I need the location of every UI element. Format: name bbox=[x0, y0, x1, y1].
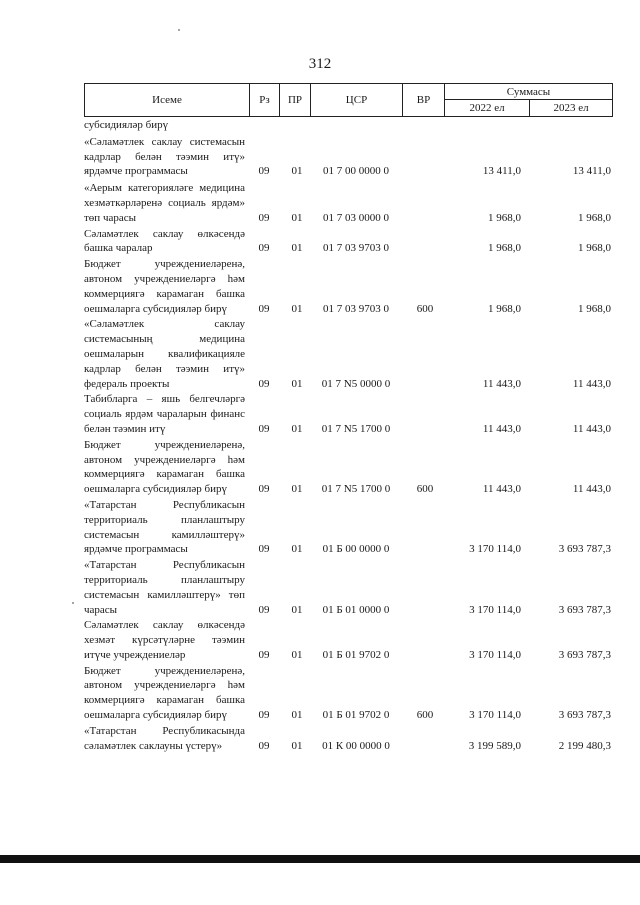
table-row bbox=[84, 618, 613, 662]
row-sum-2022: 3 170 114,0 bbox=[469, 648, 521, 661]
table-row bbox=[84, 558, 613, 617]
table-row bbox=[84, 227, 613, 257]
table-row bbox=[84, 257, 613, 316]
row-name: Табибларга – яшь белгечләргә социаль ярдәм чараларын финанс белән тәэмин итү bbox=[84, 393, 245, 435]
row-pr: 01 bbox=[291, 709, 303, 722]
scan-edge-bar bbox=[0, 855, 640, 863]
row-pr: 01 bbox=[291, 603, 303, 616]
header-2023: 2023 ел bbox=[529, 99, 613, 117]
row-sum-2022: 3 170 114,0 bbox=[469, 709, 521, 722]
row-name: «Татарстан Республикасын территориаль планлаштыру системасын камилләштерү» төп чарасы bbox=[84, 559, 245, 616]
row-sum-2023: 2 199 480,3 bbox=[558, 739, 611, 752]
header-vr: ВР bbox=[402, 83, 445, 117]
row-rz: 09 bbox=[258, 543, 270, 556]
row-sum-2023: 3 693 787,3 bbox=[558, 603, 611, 616]
row-csr: 01 Б 01 9702 0 bbox=[322, 648, 390, 661]
header-name: Исеме bbox=[84, 83, 250, 117]
row-csr: 01 7 00 0000 0 bbox=[323, 165, 389, 178]
row-name: Сәламәтлек саклау өлкәсендә башка чаралар bbox=[84, 227, 245, 255]
row-vr: 600 bbox=[416, 483, 434, 496]
header-rz: Рз bbox=[249, 83, 280, 117]
row-name: «Сәламәтлек саклау системасын кадрлар белән тәэмин итү» ярдәмче программасы bbox=[84, 135, 245, 178]
scan-speck bbox=[72, 602, 74, 604]
row-sum-2023: 11 443,0 bbox=[572, 377, 611, 390]
row-pr: 01 bbox=[291, 543, 303, 556]
row-csr: 01 Б 00 0000 0 bbox=[322, 543, 390, 556]
row-name: Сәламәтлек саклау өлкәсендә хезмәт күрсәтүләрне тәэмин итүче учреждениеләр bbox=[84, 619, 245, 661]
row-sum-2023: 11 443,0 bbox=[572, 422, 611, 435]
row-rz: 09 bbox=[258, 422, 270, 435]
table-row bbox=[84, 664, 613, 723]
table-row bbox=[84, 392, 613, 436]
row-csr: 01 7 03 9703 0 bbox=[323, 242, 389, 255]
row-csr: 01 7 03 9703 0 bbox=[323, 302, 389, 315]
row-name: Бюджет учреждениеләренә, автоном учреждениеләргә һәм коммерциягә карамаган башка оешмаларга субсидияләр бирү bbox=[84, 438, 245, 496]
row-name: субсидияләр бирү bbox=[84, 119, 169, 131]
row-name: «Сәламәтлек саклау системасының медицина оешмаларын квалификацияле кадрлар белән тәэмин итү» федераль проекты bbox=[84, 318, 245, 390]
row-rz: 09 bbox=[258, 165, 270, 178]
table-row bbox=[84, 438, 613, 497]
row-rz: 09 bbox=[258, 377, 270, 390]
row-sum-2023: 3 693 787,3 bbox=[558, 648, 611, 661]
table-header bbox=[84, 83, 613, 117]
row-sum-2022: 1 968,0 bbox=[488, 211, 521, 224]
row-sum-2022: 11 443,0 bbox=[482, 377, 521, 390]
header-2022: 2022 ел bbox=[444, 99, 530, 117]
row-name: «Татарстан Республикасында сәламәтлек саклауны үстерү» bbox=[84, 724, 245, 752]
row-rz: 09 bbox=[258, 603, 270, 616]
row-sum-2022: 1 968,0 bbox=[488, 242, 521, 255]
scan-speck bbox=[178, 29, 180, 31]
row-pr: 01 bbox=[291, 165, 303, 178]
row-rz: 09 bbox=[258, 709, 270, 722]
row-sum-2022: 1 968,0 bbox=[488, 302, 521, 315]
row-csr: 01 Б 01 0000 0 bbox=[322, 603, 390, 616]
row-sum-2023: 1 968,0 bbox=[578, 211, 611, 224]
row-csr: 01 7 N5 0000 0 bbox=[321, 377, 391, 390]
row-rz: 09 bbox=[258, 211, 270, 224]
row-sum-2022: 3 170 114,0 bbox=[469, 543, 521, 556]
row-pr: 01 bbox=[291, 302, 303, 315]
table-row bbox=[84, 135, 613, 179]
row-sum-2023: 1 968,0 bbox=[578, 242, 611, 255]
row-sum-2022: 11 443,0 bbox=[482, 483, 521, 496]
row-pr: 01 bbox=[291, 739, 303, 752]
row-pr: 01 bbox=[291, 377, 303, 390]
row-csr: 01 Б 01 9702 0 bbox=[322, 709, 390, 722]
row-sum-2022: 13 411,0 bbox=[482, 165, 521, 178]
table-row bbox=[84, 181, 613, 225]
table-row bbox=[84, 118, 613, 133]
header-csr: ЦСР bbox=[310, 83, 403, 117]
row-pr: 01 bbox=[291, 648, 303, 661]
row-name: «Татарстан Республикасын территориаль планлаштыру системасын камилләштерү» ярдәмче программасы bbox=[84, 498, 245, 556]
row-sum-2022: 11 443,0 bbox=[482, 422, 521, 435]
row-csr: 01 7 03 0000 0 bbox=[323, 211, 389, 224]
header-pr: ПР bbox=[279, 83, 311, 117]
row-rz: 09 bbox=[258, 242, 270, 255]
row-pr: 01 bbox=[291, 242, 303, 255]
row-name: Бюджет учреждениеләренә, автоном учреждениеләргә һәм коммерциягә карамаган башка оешмаларга субсидияләр бирү bbox=[84, 664, 245, 722]
table-body bbox=[84, 118, 613, 753]
table-row bbox=[84, 317, 613, 391]
row-name: Бюджет учреждениеләренә, автоном учреждениеләргә һәм коммерциягә карамаган башка оешмаларга субсидияләр бирү bbox=[84, 258, 245, 315]
row-rz: 09 bbox=[258, 302, 270, 315]
row-sum-2023: 13 411,0 bbox=[572, 165, 611, 178]
row-pr: 01 bbox=[291, 211, 303, 224]
row-rz: 09 bbox=[258, 483, 270, 496]
row-pr: 01 bbox=[291, 422, 303, 435]
row-sum-2023: 11 443,0 bbox=[572, 483, 611, 496]
row-sum-2022: 3 199 589,0 bbox=[468, 739, 521, 752]
page-number: 312 bbox=[308, 56, 332, 72]
row-csr: 01 7 N5 1700 0 bbox=[321, 483, 391, 496]
row-vr: 600 bbox=[416, 302, 434, 315]
row-pr: 01 bbox=[291, 483, 303, 496]
row-sum-2023: 1 968,0 bbox=[578, 302, 611, 315]
row-sum-2023: 3 693 787,3 bbox=[558, 709, 611, 722]
header-sums: Суммасы bbox=[444, 83, 613, 100]
row-rz: 09 bbox=[258, 648, 270, 661]
table-row bbox=[84, 724, 613, 754]
row-name: «Аерым категорияләге медицина хезмәткәрләренә социаль ярдәм» төп чарасы bbox=[84, 182, 245, 224]
row-sum-2022: 3 170 114,0 bbox=[469, 603, 521, 616]
row-sum-2023: 3 693 787,3 bbox=[558, 543, 611, 556]
row-csr: 01 7 N5 1700 0 bbox=[321, 422, 391, 435]
table-row bbox=[84, 498, 613, 557]
row-rz: 09 bbox=[258, 739, 270, 752]
row-csr: 01 К 00 0000 0 bbox=[322, 739, 390, 752]
row-vr: 600 bbox=[416, 709, 434, 722]
